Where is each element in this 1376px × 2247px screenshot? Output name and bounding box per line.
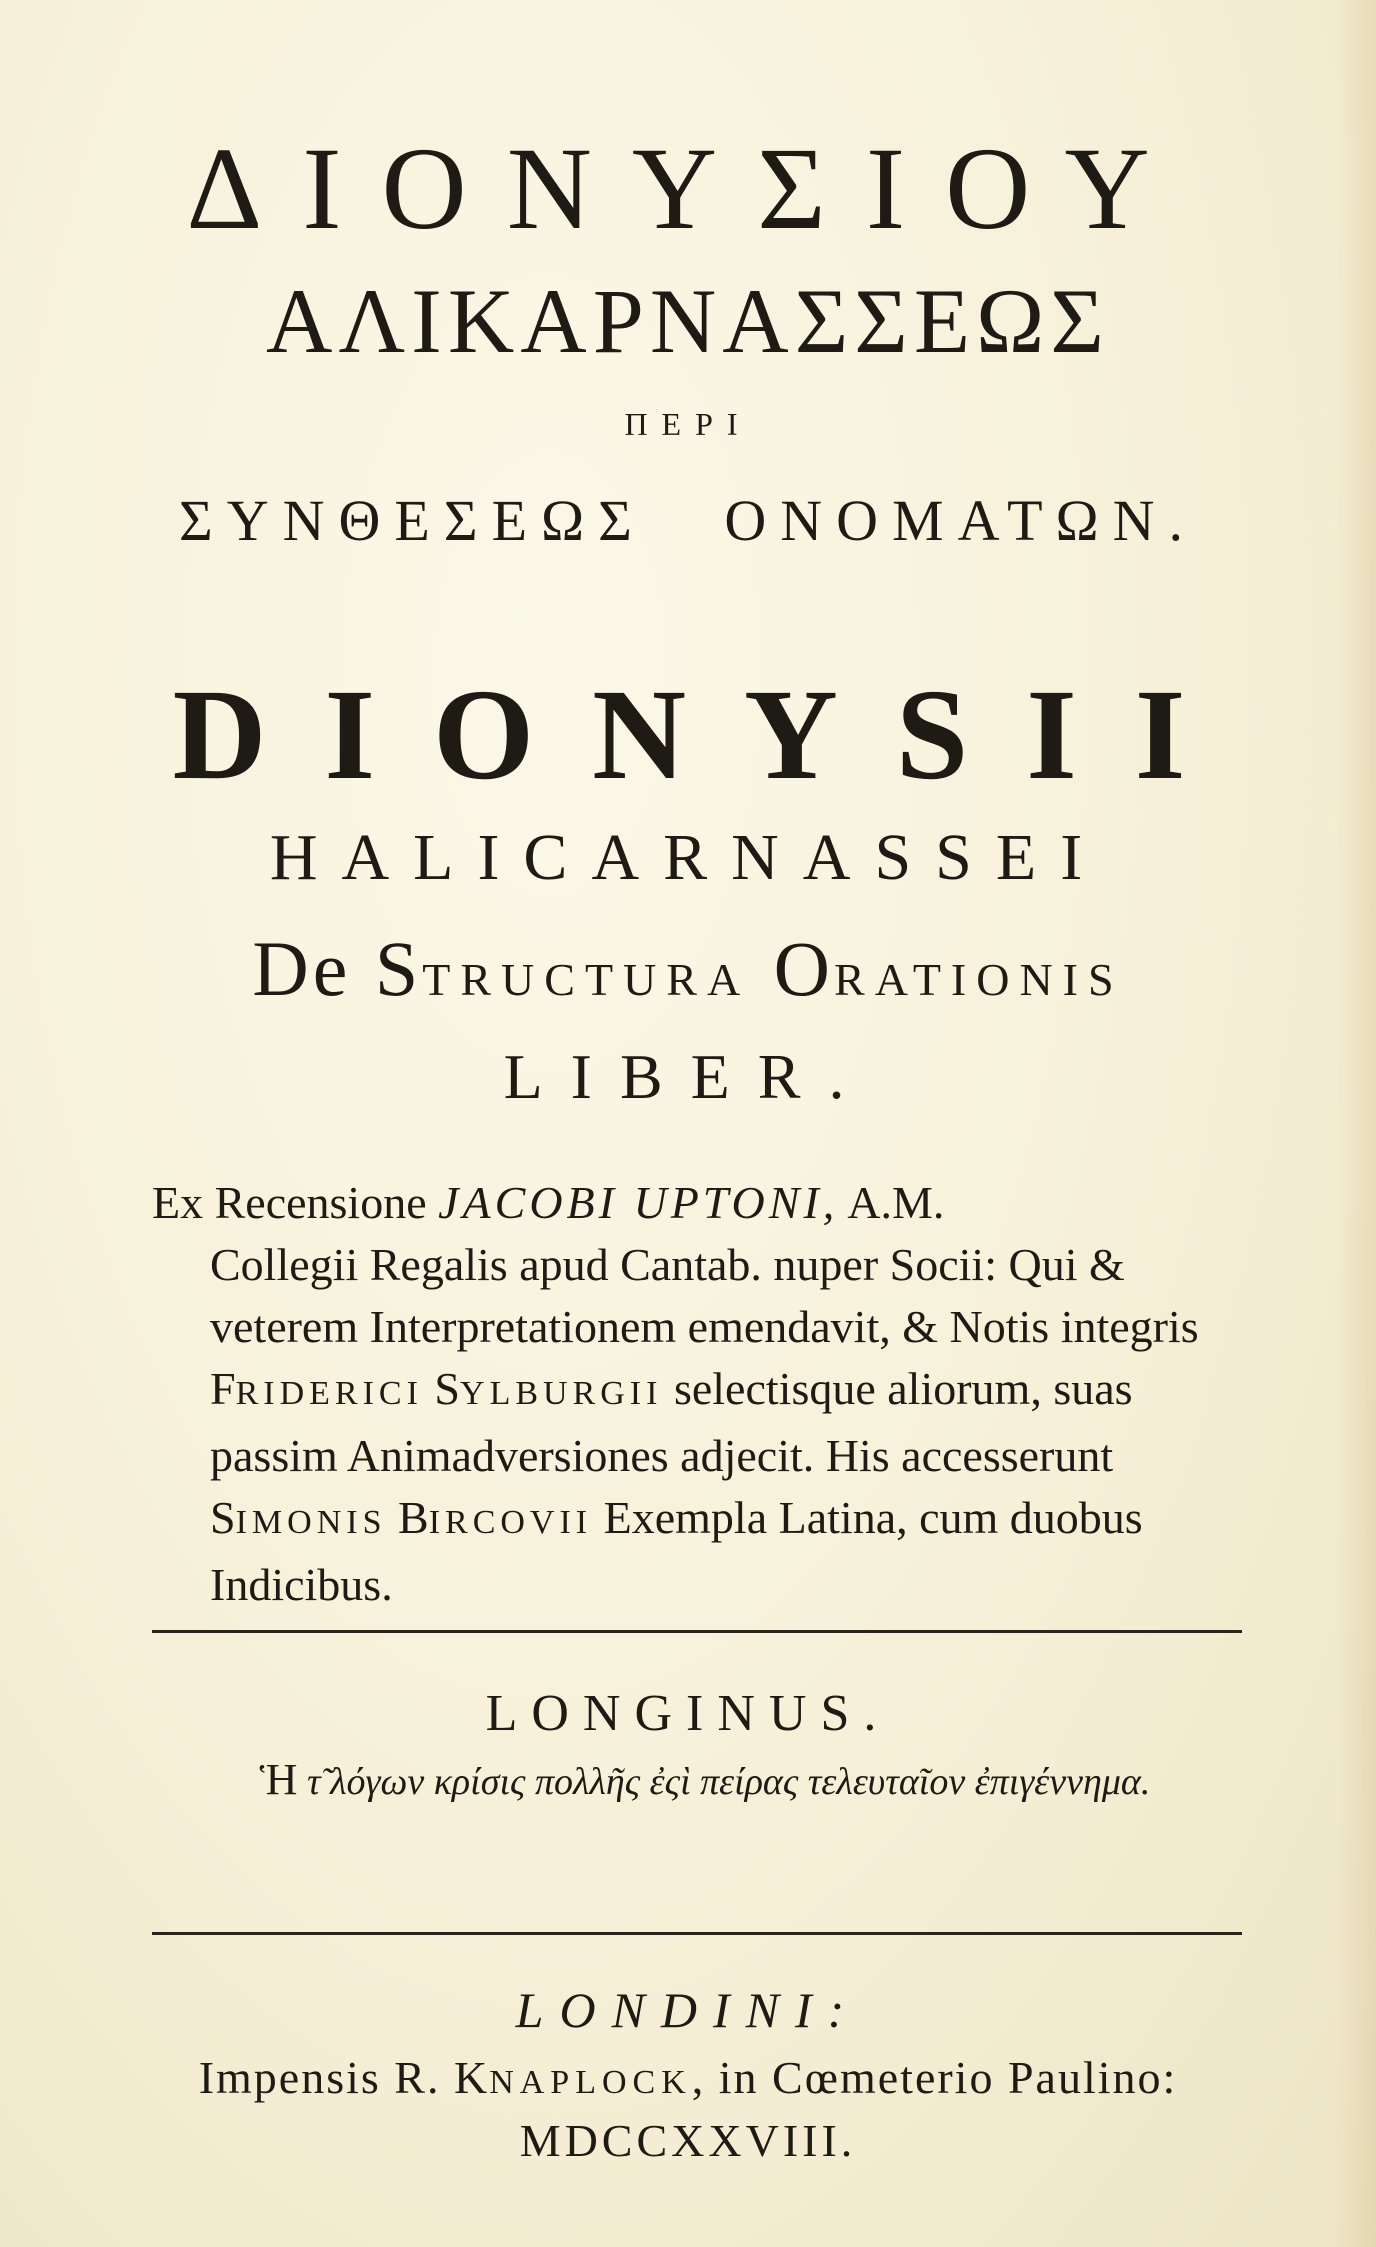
imprint-impensis: Impensis R. K (198, 2052, 490, 2103)
sylburgii-name: YLBURGII (460, 1375, 663, 1412)
ex-recensione: Ex Recensione (152, 1177, 439, 1228)
editor-name: JACOBI UPTONI, (438, 1177, 839, 1228)
divider-rule-top (152, 1630, 1242, 1633)
latin-author-heading: DIONYSII (172, 663, 1244, 807)
greek-author-heading: ΔΙΟΝΥΣΙΟΥ (186, 123, 1190, 254)
editor-line-2: Collegii Regalis apud Cantab. nuper Socii: Qui & veterem Interpretationem emendavit, & Notis integris F (210, 1239, 1199, 1414)
greek-peri: ΠΕΡΙ (624, 406, 752, 442)
imprint-year: MDCCXXVIII. (519, 2115, 857, 2166)
latin-work-rationis: RATIONIS (834, 954, 1124, 1005)
bircovii-name: IRCOVII (428, 1504, 593, 1541)
editor-degree: A.M. (838, 1177, 945, 1228)
imprint-knaplock: NAPLOCK (489, 2064, 692, 2101)
editor-line-4: Exempla Latina, cum duobus Indicibus. (210, 1492, 1143, 1610)
imprint-publisher (0, 2052, 1376, 2103)
editor-text-continued (152, 1234, 1252, 1616)
greek-work-title: ΣΥΝΘΕΣΕΩΣ ΟΝΟΜΑΤΩΝ. (178, 488, 1197, 553)
fridericus-name: RIDERICI (235, 1375, 423, 1412)
epigraph-quote (165, 1752, 1245, 1810)
latin-work-o: O (750, 925, 835, 1012)
divider-rule-bottom (152, 1932, 1242, 1935)
greek-place-heading: ΑΛΙΚΑΡΝΑΣΣΕΩΣ (266, 270, 1110, 372)
latin-work-title (0, 925, 1376, 1012)
simonis-name: IMONIS (235, 1504, 387, 1541)
latin-place-heading: HALICARNASSEI (269, 821, 1107, 894)
imprint-place: , in Cœmeterio Paulino: (691, 2052, 1178, 2103)
epigraph-author: LONGINUS. (485, 1685, 891, 1742)
sylburg-initial: S (422, 1363, 461, 1414)
epigraph-text: τ̃ λόγων κρίσις πολλῆς ἐςὶ πείρας τελευταῖον ἐπιγέννημα. (297, 1761, 1151, 1803)
latin-work-structura: TRUCTURA (422, 954, 751, 1005)
bircovii-initial: B (386, 1492, 429, 1543)
editor-paragraph (152, 1172, 1252, 1616)
latin-liber: LIBER. (503, 1041, 873, 1112)
editor-text (152, 1172, 1252, 1234)
editor-line-3: selectisque aliorum, suas passim Animadversiones adjecit. His accesserunt S (210, 1363, 1133, 1543)
epigraph-lead: Ἡ (259, 1755, 298, 1804)
imprint-city: LONDINI: (515, 1982, 861, 2038)
latin-work-de: De S (252, 925, 423, 1012)
